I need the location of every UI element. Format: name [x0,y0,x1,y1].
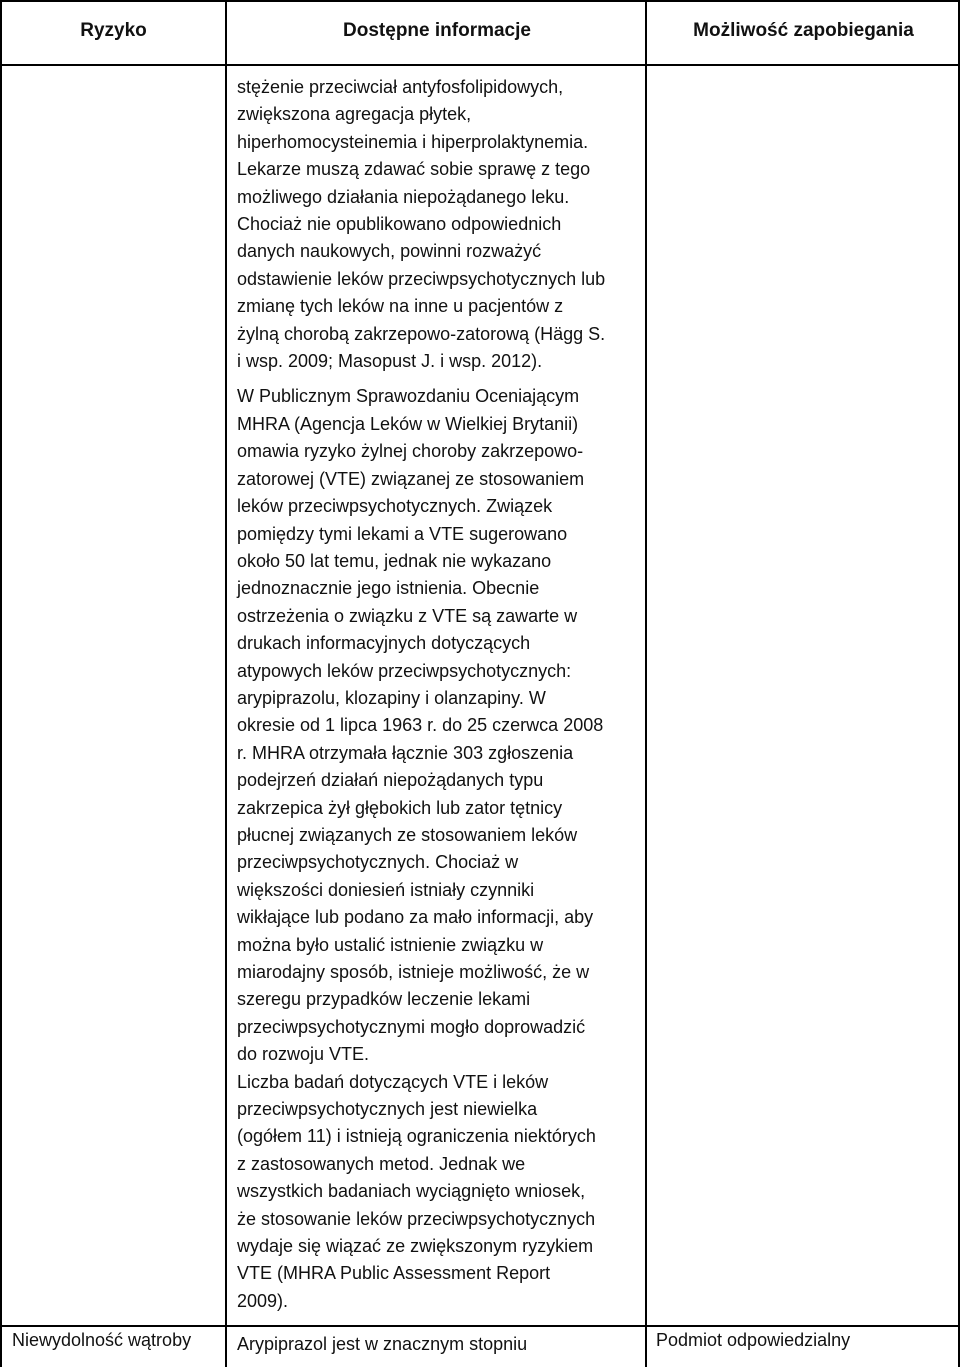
text-line: hiperhomocysteinemia i hiperprolaktynemia. [237,131,589,152]
info-paragraph-2 [237,383,637,1315]
text-line: do rozwoju VTE. [237,1044,370,1065]
risk-liver-failure: Niewydolność wątroby [12,1330,192,1350]
text-line: r. MHRA otrzymała łącznie 303 zgłoszenia [237,742,574,763]
text-line: można było ustalić istnienie związku w [237,934,544,955]
text-line: przeciwpsychotycznych jest niewielka [237,1099,538,1120]
table-top-border [0,0,960,2]
text-line: Lekarze muszą zdawać sobie sprawę z tego [237,159,591,180]
info-aripiprazole: Arypiprazol jest w znacznym stopniu [237,1334,528,1354]
text-line: zwiększona agregacja płytek, [237,104,472,125]
text-line: Chociaż nie opublikowano odpowiednich [237,214,562,235]
text-line: zatorowej (VTE) związanej ze stosowaniem [237,468,585,489]
text-line: przeciwpsychotycznych. Chociaż w [237,852,519,873]
text-line: (ogółem 11) i istnieją ograniczenia niektórych [237,1126,596,1147]
text-line: z zastosowanych metod. Jednak we [237,1153,526,1174]
col-divider-1 [225,0,227,1367]
info-cell [237,74,637,1315]
header-prevention: Możliwość zapobiegania [693,20,914,41]
text-line: odstawienie leków przeciwpsychotycznych lub [237,268,606,289]
text-line: wydaje się wiązać ze zwiększonym ryzykiem [237,1236,594,1257]
text-line: stężenie przeciwciał antyfosfolipidowych, [237,77,564,97]
text-line: płucnej związanych ze stosowaniem leków [237,824,578,845]
text-line: możliwego działania niepożądanego leku. [237,186,570,207]
text-line: ostrzeżenia o związku z VTE są zawarte w [237,605,578,626]
text-line: atypowych leków przeciwpsychotycznych: [237,660,572,681]
header-available-info: Dostępne informacje [343,20,531,41]
text-line: wszystkich badaniach wyciągnięto wniosek, [237,1181,586,1202]
text-line: szeregu przypadków leczenie lekami [237,989,531,1010]
text-line: przeciwpsychotycznymi mogło doprowadzić [237,1016,586,1037]
text-line: jednoznacznie jego istnienia. Obecnie [237,578,540,599]
text-line: pomiędzy tymi lekami a VTE sugerowano [237,523,568,544]
text-line: większości doniesień istniały czynniki [237,879,535,900]
text-line: zakrzepica żył głębokich lub zator tętnicy [237,797,563,818]
text-line: VTE (MHRA Public Assessment Report [237,1263,551,1284]
text-line: MHRA (Agencja Leków w Wielkiej Brytanii) [237,413,579,434]
text-line: około 50 lat temu, jednak nie wykazano [237,550,552,571]
text-line: 2009). [237,1290,289,1311]
col-divider-2 [645,0,647,1367]
text-line: żylną chorobą zakrzepowo-zatorową (Hägg S. [237,323,606,344]
text-line: W Publicznym Sprawozdaniu Oceniającym [237,386,580,407]
text-line: Liczba badań dotyczących VTE i leków [237,1071,549,1092]
left-border [0,0,2,1367]
text-line: że stosowanie leków przeciwpsychotycznych [237,1208,596,1229]
text-line: danych naukowych, powinni rozważyć [237,241,542,262]
text-line: miarodajny sposób, istnieje możliwość, że w [237,962,590,982]
text-line: zmianę tych leków na inne u pacjentów z [237,296,564,317]
text-line: wikłające lub podano za mało informacji, aby [237,907,594,928]
text-line: okresie od 1 lipca 1963 r. do 25 czerwca 2008 [237,715,604,736]
text-line: leków przeciwpsychotycznych. Związek [237,496,553,517]
info-paragraph-1 [237,74,637,375]
text-line: i wsp. 2009; Masopust J. i wsp. 2012). [237,351,543,372]
prevention-responsible-entity: Podmiot odpowiedzialny [656,1330,851,1350]
text-line: podejrzeń działań niepożądanych typu [237,770,544,791]
row-divider [0,1325,960,1327]
header-risk: Ryzyko [80,20,147,41]
text-line: drukach informacyjnych dotyczących [237,633,531,654]
text-line: arypiprazolu, klozapiny i olanzapiny. W [237,687,546,708]
header-bottom-border [0,64,960,66]
text-line: omawia ryzyko żylnej choroby zakrzepowo- [237,441,584,462]
